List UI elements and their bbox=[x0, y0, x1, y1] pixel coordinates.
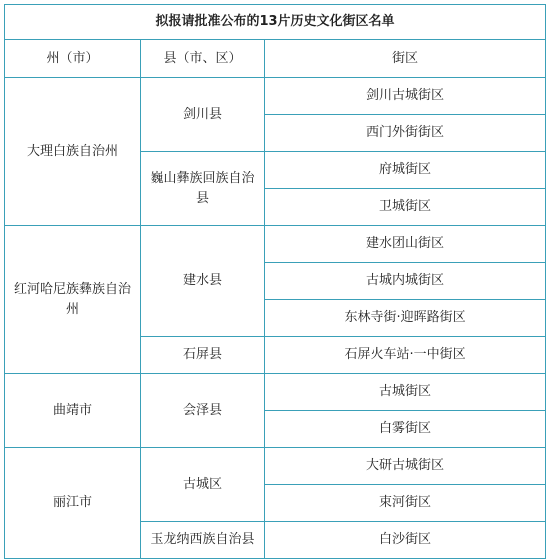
prefecture-cell: 红河哈尼族彝族自治州 bbox=[5, 226, 141, 374]
table-title: 拟报请批准公布的13片历史文化街区名单 bbox=[5, 5, 546, 40]
county-cell: 剑川县 bbox=[141, 78, 265, 152]
district-cell: 束河街区 bbox=[265, 485, 546, 522]
county-cell: 巍山彝族回族自治县 bbox=[141, 152, 265, 226]
county-cell: 玉龙纳西族自治县 bbox=[141, 522, 265, 559]
table-row bbox=[5, 374, 546, 411]
district-cell: 西门外街街区 bbox=[265, 115, 546, 152]
column-header-prefecture: 州（市） bbox=[5, 40, 141, 78]
district-cell: 建水团山街区 bbox=[265, 226, 546, 263]
title-row bbox=[5, 5, 546, 40]
county-cell: 建水县 bbox=[141, 226, 265, 337]
county-cell: 古城区 bbox=[141, 448, 265, 522]
district-cell: 剑川古城街区 bbox=[265, 78, 546, 115]
county-cell: 石屏县 bbox=[141, 337, 265, 374]
prefecture-cell: 大理白族自治州 bbox=[5, 78, 141, 226]
district-cell: 东林寺街·迎晖路街区 bbox=[265, 300, 546, 337]
column-header-county: 县（市、区） bbox=[141, 40, 265, 78]
district-cell: 府城街区 bbox=[265, 152, 546, 189]
table-body bbox=[5, 5, 546, 559]
heritage-district-table bbox=[4, 4, 546, 559]
prefecture-cell: 丽江市 bbox=[5, 448, 141, 559]
district-cell: 大研古城街区 bbox=[265, 448, 546, 485]
header-row bbox=[5, 40, 546, 78]
district-cell: 古城内城街区 bbox=[265, 263, 546, 300]
district-cell: 石屏火车站·一中街区 bbox=[265, 337, 546, 374]
table-row bbox=[5, 448, 546, 485]
prefecture-cell: 曲靖市 bbox=[5, 374, 141, 448]
district-cell: 古城街区 bbox=[265, 374, 546, 411]
district-cell: 卫城街区 bbox=[265, 189, 546, 226]
district-cell: 白雾街区 bbox=[265, 411, 546, 448]
table-row bbox=[5, 226, 546, 263]
county-cell: 会泽县 bbox=[141, 374, 265, 448]
district-cell: 白沙街区 bbox=[265, 522, 546, 559]
column-header-district: 街区 bbox=[265, 40, 546, 78]
table-row bbox=[5, 78, 546, 115]
